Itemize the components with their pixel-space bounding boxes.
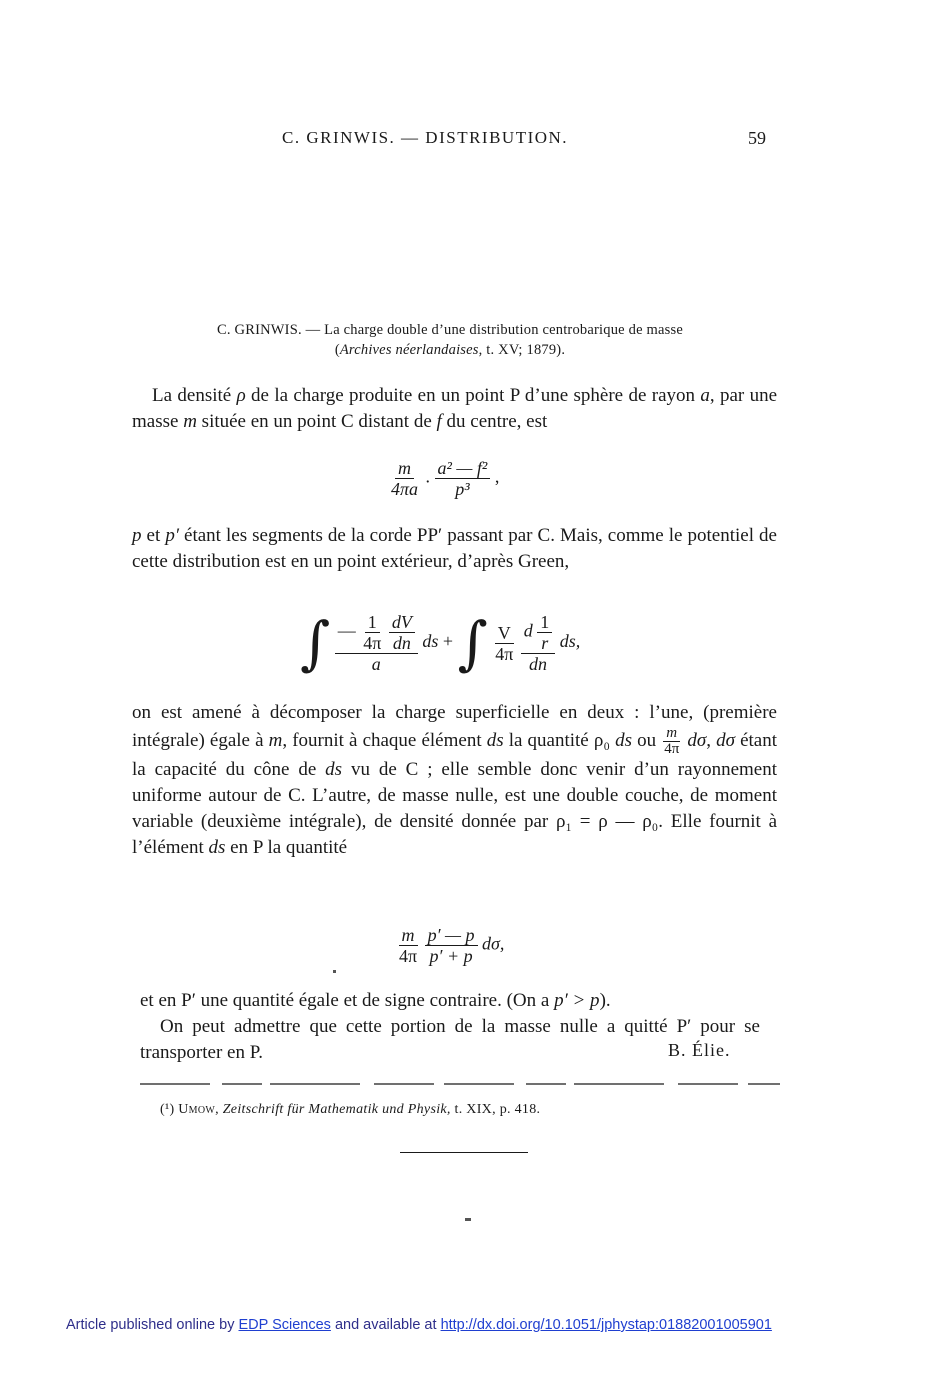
fraction: — $\frac{1}{4\pi}$ $\frac{dV}{dn}$ a	[335, 612, 418, 674]
reference-journal: Archives néerlandaises	[339, 342, 479, 358]
fraction: $\frac{p' — p}{p' + p}$	[425, 925, 478, 966]
reference-source: (Archives néerlandaises, t. XV; 1879).	[334, 342, 566, 358]
footnote: (¹) Umow, Zeitschrift für Mathematik und Physik, t. XIX, p. 418.	[160, 1102, 541, 1117]
print-speck	[465, 1218, 471, 1221]
separator-rule	[140, 1083, 780, 1085]
paragraph-4: et en P′ une quantité égale et de signe contraire. (On a p′ > p).	[140, 990, 611, 1011]
doi-link[interactable]: http://dx.doi.org/10.1051/jphystap:01882001005901	[440, 1317, 772, 1333]
paragraph-1: La densité ρ de la charge produite en un point P d’une sphère de rayon a, par une masse m située en un point C distant de f du centre, est	[132, 385, 777, 432]
edp-sciences-link[interactable]: EDP Sciences	[238, 1317, 331, 1333]
fraction: $\frac{\text{a² — f²}}{\text{p³}}$	[435, 458, 491, 499]
bibliographic-reference	[140, 320, 760, 360]
running-head	[0, 128, 930, 152]
fraction: d $\frac{1}{r}$ dn	[521, 612, 556, 674]
equation-green: ∫ — $\frac{1}{4\pi}$ $\frac{dV}{dn}$ a ds + ∫ $\frac{V}{4\pi}$ d $\frac{1}{r}$ dn ds,	[300, 609, 581, 677]
fraction: $\frac{m}{4\pi}$	[664, 725, 680, 757]
paragraph-2: p et p′ étant les segments de la corde PP′ passant par C. Mais, comme le potentiel de cette distribution est en un point extérieur, d’après Green,	[132, 525, 777, 572]
fraction: $\frac{m}{4\pi a}$	[391, 458, 419, 499]
publisher-footer: Article published online by EDP Sciences and available at http://dx.doi.org/10.1051/jphystap:01882001005901	[66, 1317, 772, 1333]
paragraph-5: On peut admettre que cette portion de la masse nulle a quitté P′ pour se transporter en P.	[140, 1016, 760, 1063]
paragraph-3: on est amené à décomposer la charge superficielle en deux : l’une, (première intégrale) égale à m, fournit à chaque élément ds la quantité ρ₀ ds ou $\frac{m}{4\pi}$ dσ, dσ étant la capacité du cône de ds vu de C ; elle semble donc venir d’un rayonnement uniforme autour de C. L’autre, de masse nulle, est une double couche, de moment variable (deuxième intégrale), de densité donnée par ρ₁ = ρ — ρ₀. Elle fournit à l’élément ds en P la quantité	[132, 702, 778, 858]
reference-line: C. GRINWIS. — La charge double d’une distribution centrobarique de masse	[217, 322, 683, 338]
integral-sign: ∫	[300, 609, 331, 677]
fraction: $\frac{m}{4\pi}$	[399, 925, 418, 966]
integral-sign: ∫	[457, 609, 488, 677]
short-rule	[400, 1152, 528, 1153]
running-title: C. GRINWIS. — DISTRIBUTION.	[282, 128, 569, 147]
author-signature: B. Élie.	[668, 1040, 731, 1060]
fraction: $\frac{V}{4\pi}$	[495, 622, 514, 664]
page-number: 59	[748, 128, 766, 148]
equation-quantity: $\frac{m}{4\pi}$ $\frac{p' — p}{p' + p}$ dσ,	[396, 925, 504, 966]
print-speck	[333, 970, 336, 973]
equation-density: $\frac{m}{4\pi a}$ . $\frac{\text{a² — f²}}{\text{p³}}$ ,	[388, 458, 499, 499]
